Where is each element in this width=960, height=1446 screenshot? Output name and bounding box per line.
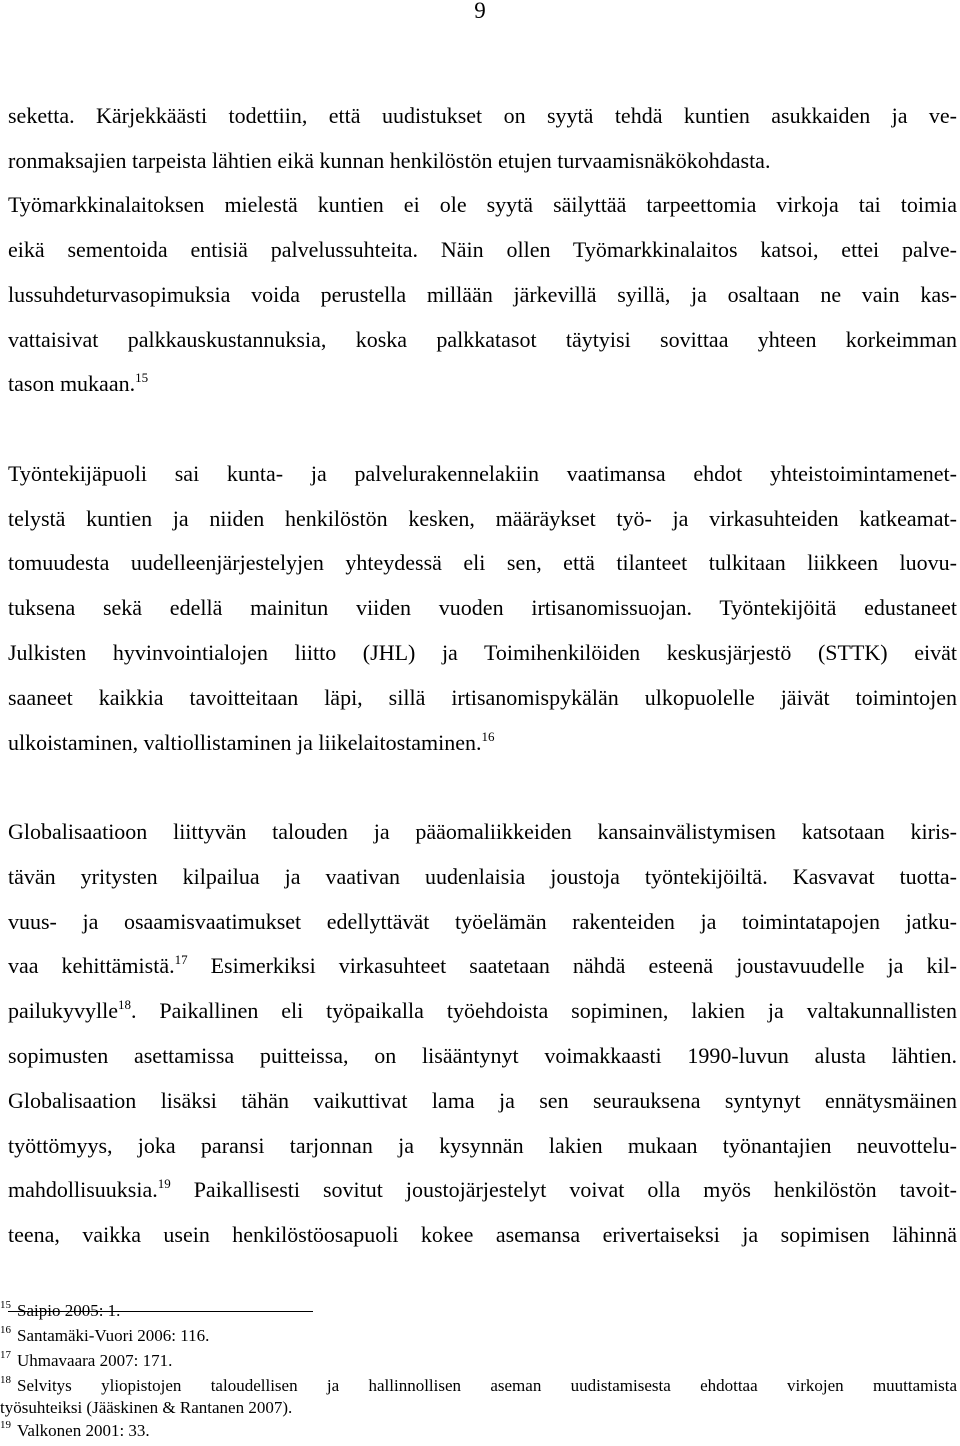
line-text: vaa kehittämistä. xyxy=(8,953,175,978)
footnote-reference: 17 xyxy=(174,952,188,967)
footnote xyxy=(0,1350,957,1372)
text-line xyxy=(8,369,957,399)
text-line: teena, vaikka usein henkilöstöosapuoli kokee asemansa erivertaiseksi ja sopimisen lähinnä xyxy=(8,1222,957,1247)
footnote-number: 16 xyxy=(0,1324,11,1336)
footnote-reference: 18 xyxy=(117,997,131,1012)
footnote-text: Selvitys yliopistojen taloudellisen ja hallinnollisen aseman uudistamisesta ehdottaa virkojen muuttamista xyxy=(17,1376,957,1395)
line-text: Paikallisesti sovitut joustojärjestelyt voivat olla myös henkilöstön tavoit- xyxy=(170,1177,957,1202)
text-line: vattaisivat palkkauskustannuksia, koska palkkatasot täytyisi sovittaa yhteen korkeimman xyxy=(8,327,957,352)
line-text: Esimerkiksi virkasuhteet saatetaan nähdä esteenä joustavuudelle ja kil- xyxy=(187,953,957,978)
text-line xyxy=(8,1175,957,1205)
text-line: ronmaksajien tarpeista lähtien eikä kunnan henkilöstön etujen turvaamisnäkökohdasta. xyxy=(8,148,771,173)
line-text: tason mukaan. xyxy=(8,371,136,396)
text-line: vuus- ja osaamisvaatimukset edellyttävät työelämän rakenteiden ja toimintatapojen jatku- xyxy=(8,909,957,934)
footnote xyxy=(0,1375,957,1397)
footnote-number: 15 xyxy=(0,1299,11,1311)
text-line xyxy=(8,996,957,1026)
text-line xyxy=(8,728,957,758)
text-line xyxy=(8,951,957,981)
footnote-continuation: työsuhteiksi (Jääskinen & Rantanen 2007). xyxy=(0,1398,293,1417)
text-line: Globalisaatioon liittyvän talouden ja pääomaliikkeiden kansainvälistymisen katsotaan kiris- xyxy=(8,819,957,844)
line-text: pailukyvylle xyxy=(8,998,118,1023)
line-text: ulkoistaminen, valtiollistaminen ja liikelaitostaminen. xyxy=(8,730,482,755)
footnote xyxy=(0,1325,957,1347)
text-line: lussuhdeturvasopimuksia voida perustella millään järkevillä syillä, ja osaltaan ne vain kas- xyxy=(8,282,957,307)
page-number: 9 xyxy=(474,0,486,23)
text-line: tävän yritysten kilpailua ja vaativan uudenlaisia joustoja työntekijöiltä. Kasvavat tuotta- xyxy=(8,864,957,889)
footnote-reference: 16 xyxy=(481,729,495,744)
text-line: Työntekijäpuoli sai kunta- ja palvelurakennelakiin vaatimansa ehdot yhteistoimintamenet- xyxy=(8,461,957,486)
line-text: mahdollisuuksia. xyxy=(8,1177,158,1202)
footnote-number: 17 xyxy=(0,1349,11,1361)
footnote-text: Valkonen 2001: 33. xyxy=(17,1421,150,1440)
footnote xyxy=(0,1300,957,1322)
text-line: työttömyys, joka paransi tarjonnan ja kysynnän lakien mukaan työnantajien neuvottelu- xyxy=(8,1133,957,1158)
footnote-text: Saipio 2005: 1. xyxy=(17,1301,121,1320)
text-line: Työmarkkinalaitoksen mielestä kuntien ei ole syytä säilyttää tarpeettomia virkoja tai toimia xyxy=(8,192,957,217)
text-line: tomuudesta uudelleenjärjestelyjen yhteydessä eli sen, että tilanteet tulkitaan liikkeen luovu- xyxy=(8,550,957,575)
line-text: . Paikallinen eli työpaikalla työehdoista sopiminen, lakien ja valtakunnallisten xyxy=(130,998,957,1023)
footnote-text: Uhmavaara 2007: 171. xyxy=(17,1351,173,1370)
footnote-text: Santamäki-Vuori 2006: 116. xyxy=(17,1326,210,1345)
footnote xyxy=(0,1420,957,1442)
text-line: telystä kuntien ja niiden henkilöstön kesken, määräykset työ- ja virkasuhteiden katkeamat- xyxy=(8,506,957,531)
text-line: Globalisaation lisäksi tähän vaikuttivat lama ja sen seurauksena syntynyt ennätysmäinen xyxy=(8,1088,957,1113)
footnote-number: 18 xyxy=(0,1374,11,1386)
text-line: seketta. Kärjekkäästi todettiin, että uudistukset on syytä tehdä kuntien asukkaiden ja ve- xyxy=(8,103,957,128)
footnote-reference: 19 xyxy=(157,1176,171,1191)
footnote-number: 19 xyxy=(0,1419,11,1431)
footnote-reference: 15 xyxy=(135,370,149,385)
text-line: tuksena sekä edellä mainitun viiden vuoden irtisanomissuojan. Työntekijöitä edustaneet xyxy=(8,595,957,620)
text-line: Julkisten hyvinvointialojen liitto (JHL) ja Toimihenkilöiden keskusjärjestö (STTK) eivät xyxy=(8,640,957,665)
text-line: eikä sementoida entisiä palvelussuhteita. Näin ollen Työmarkkinalaitos katsoi, ettei palve- xyxy=(8,237,957,262)
text-line: saaneet kaikkia tavoitteitaan läpi, sillä irtisanomispykälän ulkopuolelle jäivät toimintojen xyxy=(8,685,957,710)
text-line: sopimusten asettamissa puitteissa, on lisääntynyt voimakkaasti 1990-luvun alusta lähtien. xyxy=(8,1043,957,1068)
